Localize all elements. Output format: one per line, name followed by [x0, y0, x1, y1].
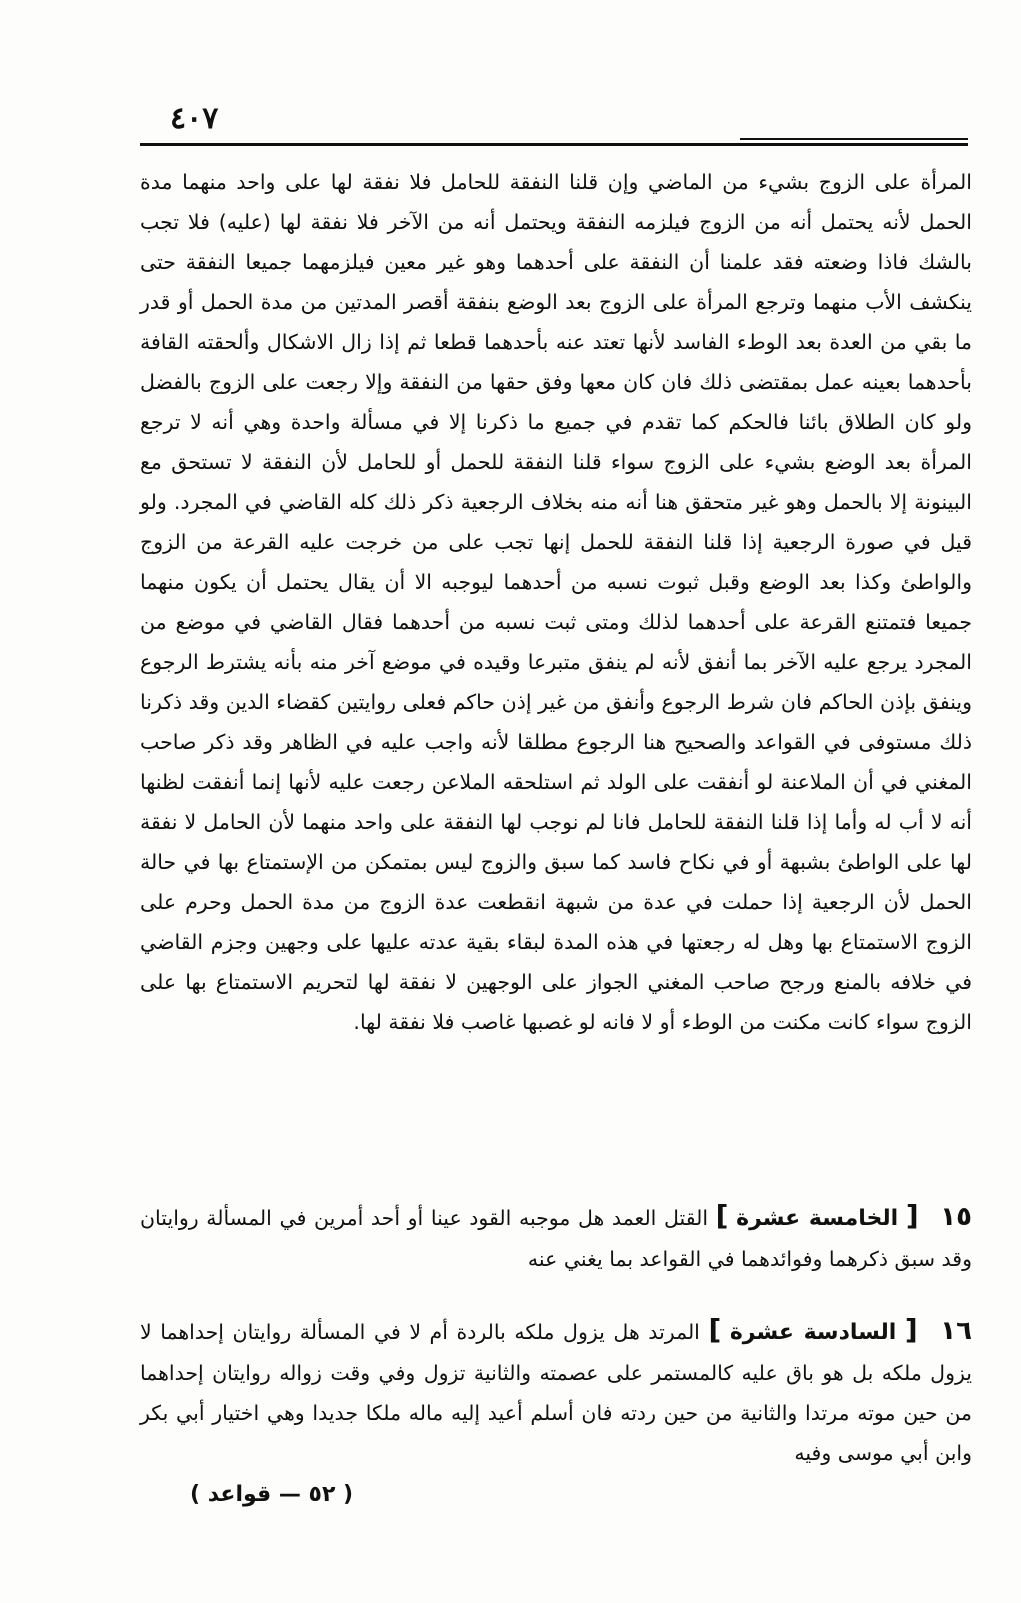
header-rule-thin	[740, 138, 968, 140]
header-rule	[140, 143, 968, 146]
section-number: ١٥	[940, 1202, 972, 1232]
section-title: السادسة عشرة	[729, 1320, 897, 1345]
body-paragraph: المرأة على الزوج بشيء من الماضي وإن قلنا النفقة للحامل فلا نفقة لها على واحد منهما مدة الحمل لأنه يحتمل أنه من الزوج فيلزمه النفقة ويحتمل أنه من الآخر فلا نفقة لها (عليه) فلا تجب بالشك فاذا وضعته فقد علمنا أن النفقة على أحدهما وهو غير معين فيلزمهما جميعا النفقة حتى ينكشف الأب منهما وترجع المرأة على الزوج بعد الوضع بنفقة أقصر المدتين من مدة الحمل أو قدر ما بقي من العدة بعد الوطء الفاسد لأنها تعتد عنه بأحدهما قطعا ثم إذا زال الاشكال وألحقته القافة بأحدهما بعينه عمل بمقتضى ذلك فان كان معها وفق حقها من النفقة وإلا رجعت على الزوج بالفضل ولو كان الطلاق بائنا فالحكم كما تقدم في جميع ما ذكرنا إلا في مسألة واحدة وهي أنه لا ترجع المرأة بعد الوضع بشيء على الزوج سواء قلنا النفقة للحمل أو للحامل لأن النفقة لا تستحق مع البينونة إلا بالحمل وهو غير متحقق هنا أنه منه بخلاف الرجعية ذكر ذلك كله القاضي في المجرد. ولو قيل في صورة الرجعية إذا قلنا النفقة للحمل إنها تجب على من خرجت عليه القرعة من الزوج والواطئ وكذا بعد الوضع وقبل ثبوت نسبه من أحدهما ليوجبه الا أن يقال يحتمل أن يكون منهما جميعا فتمتنع القرعة على أحدهما لذلك ومتى ثبت نسبه من أحدهما فقال القاضي في موضع من المجرد يرجع عليه الآخر بما أنفق لأنه لم ينفق متبرعا وقيده في موضع آخر منه بأنه يشترط الرجوع وينفق بإذن الحاكم فان شرط الرجوع وأنفق من غير إذن حاكم فعلى روايتين كقضاء الدين وقد ذكرنا ذلك مستوفى في القواعد والصحيح هنا الرجوع مطلقا لأنه واجب عليه في الظاهر وقد ذكر صاحب المغني في أن الملاعنة لو أنفقت على الولد ثم استلحقه الملاعن رجعت عليه لأنها إنما أنفقت لظنها أنه لا أب له وأما إذا قلنا النفقة للحامل فانا لم نوجب لها النفقة على واحد منهما لأن الحامل لا نفقة لها على الواطئ بشبهة أو في نكاح فاسد كما سبق والزوج ليس بمتمكن من الإستمتاع بها في حالة الحمل لأن الرجعية إذا حملت في عدة من شبهة انقطعت عدة الزوج من مدة الحمل وحرم على الزوج الاستمتاع بها وهل له رجعتها في هذه المدة لبقاء بقية عدته عليها على وجهين وجزم القاضي في خلافه بالمنع ورجح صاحب المغني الجواز على الوجهين لا نفقة لها لتحريم الاستمتاع بها على الزوج سواء كانت مكنت من الوطء أو لا فانه لو غصبها غاصب فلا نفقة لها.	[140, 170, 972, 1034]
section-fifteen	[140, 1196, 972, 1279]
section-text: المرتد هل يزول ملكه بالردة أم لا في المسألة روايتان إحداهما لا يزول ملكه بل هو باق عليه كالمستمر على عصمته والثانية تزول وفي وقت زواله روايتان إحداهما من حين موته مرتدا والثانية من حين ردته فان أسلم أعيد إليه ماله ملكا جديدا وهي اختيار أبي بكر وابن أبي موسى وفيه	[140, 1320, 972, 1465]
section-sixteen	[140, 1310, 972, 1473]
page-header	[140, 95, 968, 155]
section-bracket-open: [	[904, 1313, 918, 1346]
section-bracket-close: ]	[715, 1199, 729, 1232]
section-text: القتل العمد هل موجبه القود عينا أو أحد أمرين في المسألة روايتان وقد سبق ذكرهما وفوائدهما في القواعد بما يغني عنه	[140, 1206, 972, 1271]
section-bracket-close: ]	[708, 1313, 722, 1346]
page-number: ٤٠٧	[170, 101, 219, 136]
body-text	[140, 162, 972, 1042]
section-bracket-open: [	[905, 1199, 919, 1232]
section-number: ١٦	[940, 1316, 972, 1346]
section-title: الخامسة عشرة	[736, 1206, 899, 1231]
signature-mark: ( ٥٢ — قواعد )	[190, 1482, 354, 1507]
